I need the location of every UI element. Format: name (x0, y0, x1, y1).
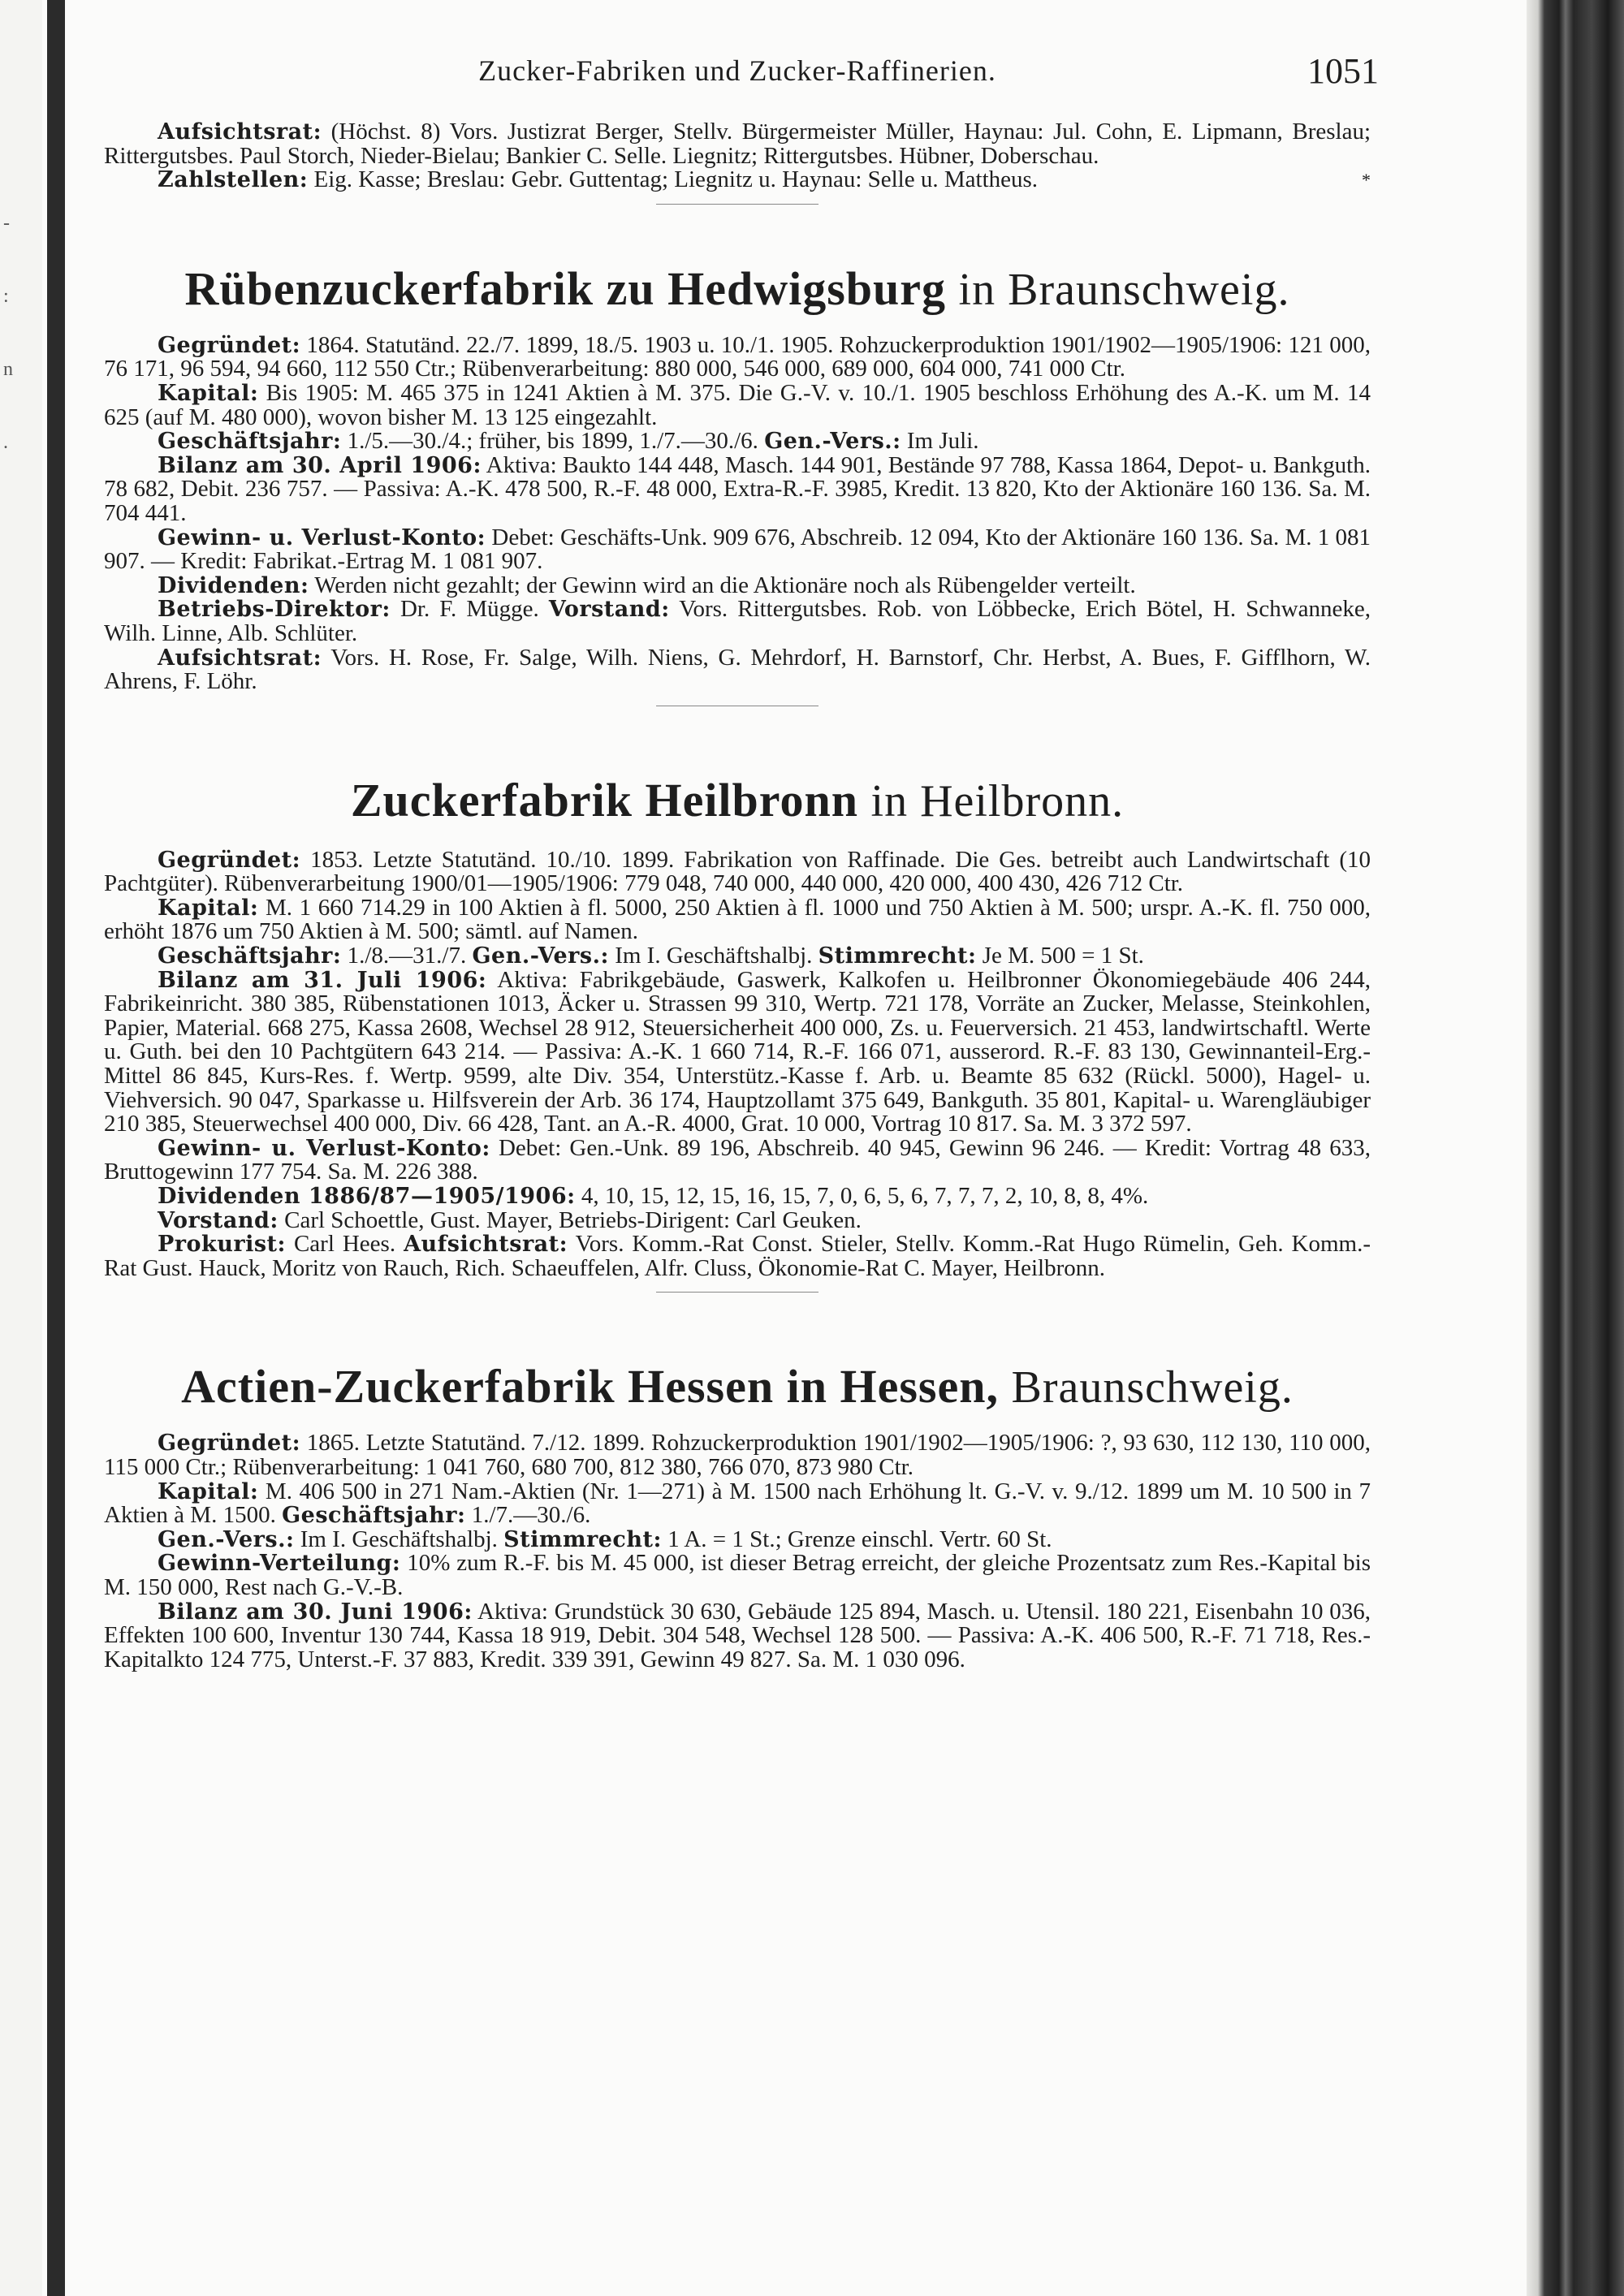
entry-paragraph (104, 1528, 1371, 1552)
field-label: Kapital: (158, 380, 259, 406)
field-text: Im Juli. (901, 428, 979, 455)
carryover-zahlstellen (104, 168, 1371, 192)
company-name: Actien-Zuckerfabrik Hessen in Hessen, (181, 1360, 999, 1413)
field-label: Stimmrecht: (503, 1526, 662, 1552)
field-label: Dividenden: (158, 572, 309, 598)
field-label: Gewinn- u. Verlust-Konto: (158, 1135, 490, 1161)
entry-paragraph (104, 379, 1371, 430)
company-heading (104, 773, 1371, 827)
field-text: 1865. Letzte Statutänd. 7./12. 1899. Rohzuckerproduktion 1901/1902—1905/1906: ?, 93 630, 112 130, 110 000, 115 000 Ctr.; Rübenverarbeitung: 1 041 760, 680 700, 812 380, 766 070, 873 980 Ctr. (104, 1430, 1371, 1480)
entry-paragraph (104, 944, 1371, 969)
field-text: 1./5.—30./4.; früher, bis 1899, 1./7.—30./6. (341, 428, 765, 455)
field-label: Gen.-Vers.: (158, 1526, 295, 1552)
document-page (104, 49, 1379, 1672)
scan-shadow-left (47, 0, 65, 2296)
field-label: Vorstand: (158, 1207, 279, 1233)
field-text: Aktiva: Baukto 144 448, Masch. 144 901, Bestände 97 788, Kassa 1864, Depot- u. Bankguth. 78 682, Debit. 236 757. — Passiva: A.-K. 478 500, R.-F. 48 000, Extra-R.-F. 3985, Kredit. 13 820, Kto der Aktionäre 160 136. Sa. M. 704 441. (104, 451, 1371, 526)
entry-paragraph (104, 896, 1371, 944)
entry-paragraph (104, 1206, 1371, 1233)
field-text: M. 406 500 in 271 Nam.-Aktien (Nr. 1—271) à M. 1500 nach Erhöhung lt. G.-V. v. 9./12. 1899 um M. 10 500 in 7 Aktien à M. 1500. (104, 1478, 1371, 1529)
entry-paragraph (104, 1552, 1371, 1599)
field-label: Aufsichtsrat: (158, 645, 322, 671)
field-label: Kapital: (158, 895, 259, 921)
field-text: Bis 1905: M. 465 375 in 1241 Aktien à M. 375. Die G.-V. v. 10./1. 1905 beschloss Erhöhung des A.-K. um M. 14 625 (auf M. 480 000), wovon bisher M. 13 125 eingezahlt. (104, 379, 1371, 430)
running-title: Zucker-Fabriken und Zucker-Raffinerien. (478, 54, 996, 87)
field-label: Kapital: (158, 1478, 259, 1504)
field-label: Gegründet: (158, 1431, 301, 1457)
field-text: 4, 10, 15, 12, 15, 16, 15, 7, 0, 6, 5, 6, 7, 7, 7, 2, 10, 8, 8, 4%. (575, 1183, 1149, 1209)
company-heading (104, 261, 1371, 316)
entry-paragraph (104, 848, 1371, 896)
entry-paragraph (104, 331, 1371, 382)
field-label: Gewinn-Verteilung: (158, 1551, 401, 1577)
field-text: Vors. Rittergutsbes. Rob. von Löbbecke, Erich Bötel, H. Schwanneke, Wilh. Linne, Alb. Schlüter. (104, 596, 1371, 646)
margin-glyph: - (3, 213, 10, 234)
company-location: Braunschweig. (1011, 1362, 1294, 1413)
field-label: Gegründet: (158, 847, 301, 873)
field-label: Gen.-Vers.: (764, 429, 901, 455)
field-text: Werden nicht gezahlt; der Gewinn wird an die Aktionäre noch als Rübengelder verteilt. (309, 572, 1136, 598)
field-label: Gegründet: (158, 332, 301, 358)
field-label: Gewinn- u. Verlust-Konto: (158, 524, 486, 550)
entry-paragraph (104, 1185, 1371, 1209)
field-text: Vors. H. Rose, Fr. Salge, Wilh. Niens, G. Mehrdorf, H. Barnstorf, Chr. Herbst, A. Bues, F. Gifflhorn, W. Ahrens, F. Löhr. (104, 644, 1371, 695)
margin-glyph: . (3, 432, 8, 453)
field-label: Prokurist: (158, 1232, 286, 1258)
field-label: Dividenden 1886/87—1905/1906: (158, 1184, 576, 1209)
entry-paragraph (104, 1232, 1371, 1280)
field-text: Carl Schoettle, Gust. Mayer, Betriebs-Dirigent: Carl Geuken. (278, 1206, 862, 1233)
field-text: Dr. F. Mügge. (390, 596, 549, 623)
field-text: Im I. Geschäftshalbj. (608, 943, 818, 969)
field-label: Betriebs-Direktor: (158, 597, 391, 623)
field-label: Stimmrecht: (818, 943, 977, 969)
field-label: Gen.-Vers.: (472, 943, 609, 969)
field-label: Aufsichtsrat: (404, 1232, 568, 1258)
company-name: Rübenzuckerfabrik zu Hedwigsburg (184, 261, 947, 315)
entry-paragraph (104, 526, 1371, 574)
field-text: Eig. Kasse; Breslau: Gebr. Guttentag; Liegnitz u. Haynau: Selle u. Mattheus. (308, 166, 1039, 193)
field-text: 1864. Statutänd. 22./7. 1899, 18./5. 1903 u. 10./1. 1905. Rohzuckerproduktion 1901/1902—1905/1906: 121 000, 76 171, 96 594, 94 660, 112 550 Ctr.; Rübenverarbeitung: 880 000, 546 000, 689 000, 604 000, 741 000 Ctr. (104, 331, 1371, 382)
entry-paragraph (104, 1431, 1371, 1479)
field-label: Geschäftsjahr: (282, 1503, 466, 1529)
field-text: Im I. Geschäftshalbj. (294, 1526, 504, 1552)
field-label: Bilanz am 31. Juli 1906: (158, 967, 487, 993)
field-label: Geschäftsjahr: (158, 943, 342, 969)
book-binding-edge (1527, 0, 1624, 2296)
field-text: 1./8.—31./7. (341, 943, 473, 969)
field-label: Vorstand: (548, 597, 670, 623)
company-heading (104, 1359, 1371, 1413)
entry-paragraph (104, 451, 1371, 526)
field-label: Bilanz am 30. Juni 1906: (158, 1599, 473, 1625)
entry-paragraph (104, 1480, 1371, 1528)
entry-paragraph (104, 1134, 1371, 1185)
margin-glyph: n (3, 359, 13, 380)
field-text: M. 1 660 714.29 in 100 Aktien à fl. 5000, 250 Aktien à fl. 1000 und 750 Aktien à M. 500; urspr. A.-K. fl. 750 000, erhöht 1876 um 750 Aktien à M. 500; sämtl. auf Namen. (104, 894, 1371, 945)
entry-paragraph (104, 574, 1371, 598)
entry-paragraph (104, 429, 1371, 454)
footnote-mark: * (1362, 170, 1371, 191)
field-label: Geschäftsjahr: (158, 429, 342, 455)
margin-glyphs (3, 187, 13, 479)
field-label: Zahlstellen: (158, 167, 309, 193)
running-head (104, 49, 1379, 97)
entry-paragraph (104, 646, 1371, 694)
field-label: Bilanz am 30. April 1906: (158, 452, 482, 478)
company-sections (104, 205, 1371, 1672)
field-text: Debet: Gen.-Unk. 89 196, Abschreib. 40 945, Gewinn 96 246. — Kredit: Vortrag 48 633, Bruttogewinn 177 754. Sa. M. 226 388. (104, 1134, 1371, 1185)
carryover-aufsichtsrat (104, 120, 1371, 168)
field-text: Debet: Geschäfts-Unk. 909 676, Abschreib. 12 094, Kto der Aktionäre 160 136. Sa. M. 1 081 907. — Kredit: Fabrikat.-Ertrag M. 1 081 907. (104, 524, 1371, 575)
entry-paragraph (104, 598, 1371, 645)
field-label: Aufsichtsrat: (158, 119, 322, 145)
field-text: 1853. Letzte Statutänd. 10./10. 1899. Fabrikation von Raffinade. Die Ges. betreibt auch Landwirtschaft (10 Pachtgüter). Rübenverarbeitung 1900/01—1905/1906: 779 048, 740 000, 440 000, 420 000, 400 430, 426 712 Ctr. (104, 846, 1371, 897)
entry-paragraph (104, 966, 1371, 1137)
field-text: 10% zum R.-F. bis M. 45 000, ist dieser Betrag erreicht, der gleiche Prozentsatz zum Res.-Kapital bis M. 150 000, Rest nach G.-V.-B. (104, 1550, 1371, 1600)
entry-paragraph (104, 1600, 1371, 1672)
field-text: 1 A. = 1 St.; Grenze einschl. Vertr. 60 St. (661, 1526, 1052, 1552)
field-text: (Höchst. 8) Vors. Justizrat Berger, Stellv. Bürgermeister Müller, Haynau: Jul. Cohn, E. Lipmann, Breslau; Rittergutsbes. Paul Storch, Nieder-Bielau; Bankier C. Selle. Liegnitz; Rittergutsbes. Hübner, Doberschau. (104, 119, 1371, 169)
margin-glyph: : (3, 286, 9, 307)
field-text: Je M. 500 = 1 St. (976, 943, 1144, 969)
field-text: Aktiva: Fabrikgebäude, Gaswerk, Kalkofen u. Heilbronner Ökonomiegebäude 406 244, Fabrikeinricht. 380 385, Rübenstationen 1013, Äcker u. Strassen 99 310, Wertp. 721 178, Vorräte an Zucker, Melasse, Steinkohlen, Papier, Material. 668 275, Kassa 2608, Wechsel 28 912, Steuersicherheit 400 000, Zs. u. Feuerversich. 21 453, landwirtschaftl. Werte u. Guth. bei den 10 Pachtgütern 643 214. — Passiva: A.-K. 1 660 714, R.-F. 166 071, ausserord. R.-F. 83 130, Gewinnanteil-Erg.-Mittel 86 845, Kurs-Res. f. Wertp. 9599, alte Div. 354, Unterstütz.-Kasse f. Arb. u. Beamte 85 632 (Rückl. 5000), Hagel- u. Viehversich. 90 047, Sparkasse u. Hilfsverein der Arb. 36 174, Hauptzollamt 375 649, Bankguth. 35 801, Kapital- u. Warengläubiger 210 385, Steuerwechsel 400 000, Div. 66 428, Tant. an A.-R. 4000, Grat. 10 000, Vortrag 10 817. Sa. M. 3 372 597. (104, 966, 1371, 1137)
company-location: in Heilbronn. (870, 775, 1125, 826)
page-number: 1051 (1307, 51, 1379, 91)
field-text: 1./7.—30./6. (465, 1502, 591, 1529)
company-name: Zuckerfabrik Heilbronn (350, 773, 859, 826)
company-location: in Braunschweig. (958, 264, 1290, 315)
field-text: Carl Hees. (286, 1231, 404, 1258)
field-text: Aktiva: Grundstück 30 630, Gebäude 125 894, Masch. u. Utensil. 180 221, Eisenbahn 10 036, Effekten 100 600, Inventur 130 744, Kassa 18 919, Debit. 304 548, Wechsel 128 500. — Passiva: A.-K. 406 500, R.-F. 71 718, Res.-Kapitalkto 124 775, Unterst.-F. 37 883, Kredit. 339 391, Gewinn 49 827. Sa. M. 1 030 096. (104, 1598, 1371, 1672)
field-text: Vors. Komm.-Rat Const. Stieler, Stellv. Komm.-Rat Hugo Rümelin, Geh. Komm.-Rat Gust. Hauck, Moritz von Rauch, Rich. Schaeuffelen, Alfr. Cluss, Ökonomie-Rat C. Mayer, Heilbronn. (104, 1231, 1371, 1281)
